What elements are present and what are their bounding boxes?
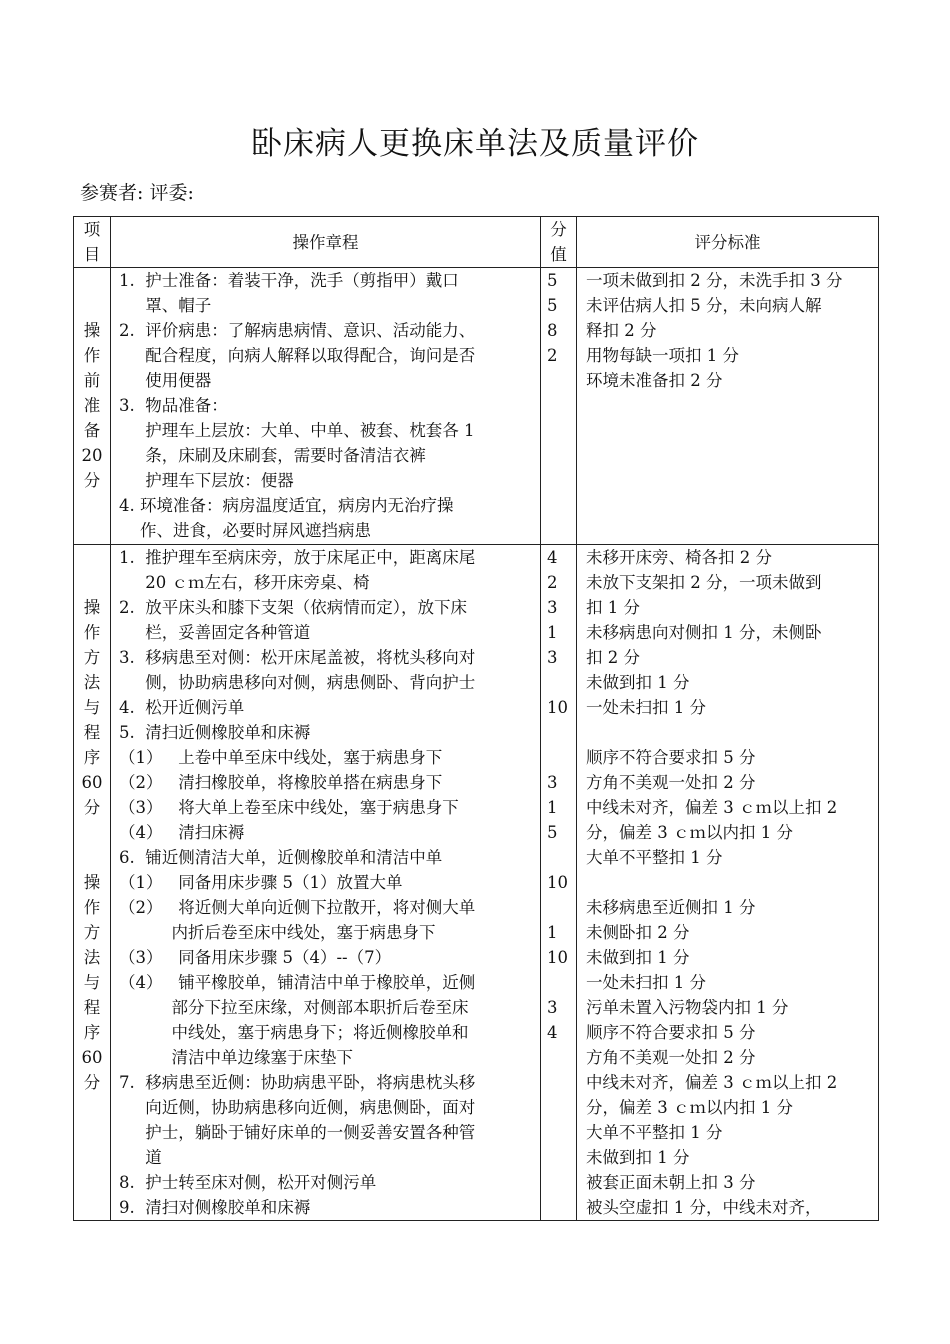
criteria-cell-line: 未做到扣 1 分 <box>586 948 690 967</box>
procedure-cell-line: （4） 铺平橡胶单，铺清洁中单于橡胶单，近侧 <box>119 973 476 992</box>
criteria-cell-line: 未移病患至近侧扣 1 分 <box>586 898 756 917</box>
procedure-cell-line: （2） 将近侧大单向近侧下拉散开，将对侧大单 <box>119 898 476 917</box>
score-cell-line: 5 <box>547 296 558 315</box>
score-cell-line: 3 <box>547 648 558 667</box>
section-label-line <box>74 268 110 293</box>
criteria-cell-line: 一处未扫扣 1 分 <box>586 973 706 992</box>
criteria-cell-line: 污单未置入污物袋内扣 1 分 <box>586 998 789 1017</box>
criteria-cell-line <box>586 870 878 895</box>
score-cell-line <box>547 845 576 870</box>
procedure-cell-line: 道 <box>119 1148 162 1167</box>
criteria-cell-line: 未做到扣 1 分 <box>586 673 690 692</box>
criteria-cell <box>577 268 879 545</box>
section-label-line: 20 <box>81 446 103 465</box>
procedure-cell-line: （2） 清扫橡胶单，将橡胶单搭在病患身下 <box>119 773 443 792</box>
criteria-cell-line: 未侧卧扣 2 分 <box>586 923 690 942</box>
procedure-cell-line: 4. 环境准备：病房温度适宜，病房内无治疗操 <box>119 496 454 515</box>
section-label-line <box>74 570 110 595</box>
procedure-cell-line: （1） 上卷中单至床中线处，塞于病患身下 <box>119 748 443 767</box>
procedure-cell-line: 7. 移病患至近侧：协助病患平卧，将病患枕头移 <box>119 1073 476 1092</box>
procedure-cell-line: 罩、帽子 <box>119 296 212 315</box>
criteria-cell-line: 方角不美观一处扣 2 分 <box>586 1048 756 1067</box>
section-label-line: 方 <box>83 923 101 942</box>
procedure-cell-line: （4） 清扫床褥 <box>119 823 245 842</box>
procedure-cell-line: 内折后卷至床中线处，塞于病患身下 <box>119 923 436 942</box>
section-label <box>74 268 111 545</box>
procedure-cell-line: 4. 松开近侧污单 <box>119 698 245 717</box>
procedure-cell-line: 中线处，塞于病患身下；将近侧橡胶单和 <box>119 1023 469 1042</box>
table-row <box>74 545 879 1221</box>
header-score: 分 值 <box>541 217 577 268</box>
criteria-cell-line: 用物每缺一项扣 1 分 <box>586 346 739 365</box>
score-cell-line: 3 <box>547 998 558 1017</box>
score-cell-line: 4 <box>547 548 558 567</box>
procedure-cell-line: 2. 评价病患：了解病患病情、意识、活动能力、 <box>119 321 476 340</box>
criteria-cell-line: 扣 1 分 <box>586 598 640 617</box>
section-label-line: 操 <box>83 321 101 340</box>
header-criteria: 评分标准 <box>577 217 879 268</box>
procedure-cell-line: 1. 推护理车至病床旁，放于床尾正中，距离床尾 <box>119 548 476 567</box>
score-cell-line: 1 <box>547 923 558 942</box>
section-label-line: 序 <box>83 748 101 767</box>
section-label-line: 序 <box>83 1023 101 1042</box>
procedure-cell-line: 护理车上层放：大单、中单、被套、枕套各 1 <box>119 421 475 440</box>
criteria-cell-line: 大单不平整扣 1 分 <box>586 848 723 867</box>
header-procedure: 操作章程 <box>111 217 541 268</box>
section-label-line: 60 <box>81 773 103 792</box>
score-cell-line: 1 <box>547 623 558 642</box>
procedure-cell-line: 部分下拉至床缘，对侧部本职折后卷至床 <box>119 998 469 1017</box>
header-item: 项 目 <box>74 217 111 268</box>
criteria-cell-line: 未做到扣 1 分 <box>586 1148 690 1167</box>
score-cell-line <box>547 970 576 995</box>
criteria-cell-line: 未移病患向对侧扣 1 分，未侧卧 <box>586 623 822 642</box>
procedure-cell-line: 6. 铺近侧清洁大单，近侧橡胶单和清洁中单 <box>119 848 443 867</box>
score-cell-line: 5 <box>547 823 558 842</box>
procedure-cell-line: 作、进食，必要时屏风遮挡病患 <box>119 521 371 540</box>
section-label-line: 作 <box>83 346 101 365</box>
section-label-line: 程 <box>83 998 101 1017</box>
criteria-cell-line: 中线未对齐，偏差 3 ｃｍ以上扣 2 <box>586 1073 838 1092</box>
procedure-cell-line: 护士，躺卧于铺好床单的一侧妥善安置各种管 <box>119 1123 476 1142</box>
criteria-cell-line: 一项未做到扣 2 分，未洗手扣 3 分 <box>586 271 843 290</box>
procedure-cell-line: 使用便器 <box>119 371 212 390</box>
score-cell-line: 1 <box>547 798 558 817</box>
procedure-cell <box>111 268 541 545</box>
section-label-line: 方 <box>83 648 101 667</box>
procedure-cell-line: 2. 放平床头和膝下支架（依病情而定），放下床 <box>119 598 467 617</box>
criteria-cell-line: 扣 2 分 <box>586 648 640 667</box>
section-label-line: 法 <box>83 673 101 692</box>
section-label-line: 程 <box>83 723 101 742</box>
criteria-cell-line: 未评估病人扣 5 分，未向病人解 <box>586 296 822 315</box>
criteria-cell-line: 未移开床旁、椅各扣 2 分 <box>586 548 772 567</box>
score-cell-line <box>547 895 576 920</box>
score-cell-line <box>547 670 576 695</box>
procedure-cell-line: 条，床刷及床刷套，需要时备清洁衣裤 <box>119 446 426 465</box>
section-label-line: 操 <box>83 598 101 617</box>
criteria-cell-line: 未放下支架扣 2 分，一项未做到 <box>586 573 822 592</box>
score-cell-line: 10 <box>547 698 568 717</box>
criteria-cell-line: 一处未扫扣 1 分 <box>586 698 706 717</box>
procedure-cell-line: 侧，协助病患移向对侧，病患侧卧、背向护士 <box>119 673 476 692</box>
procedure-cell <box>111 545 541 1221</box>
section-label-line: 准 <box>83 396 101 415</box>
procedure-cell-line: 向近侧，协助病患移向近侧，病患侧卧，面对 <box>119 1098 476 1117</box>
section-label-line: 分 <box>83 471 101 490</box>
procedure-cell-line: 1. 护士准备：着装干净，洗手（剪指甲）戴口 <box>119 271 459 290</box>
procedure-cell-line: 5. 清扫近侧橡胶单和床褥 <box>119 723 311 742</box>
criteria-cell-line <box>586 720 878 745</box>
score-cell-line: 2 <box>547 346 558 365</box>
procedure-cell-line: （3） 同备用床步骤 5（4）--（7） <box>119 948 392 967</box>
section-label-line <box>74 545 110 570</box>
procedure-cell-line: 3. 物品准备： <box>119 396 228 415</box>
section-label-line: 作 <box>83 898 101 917</box>
procedure-cell-line: 20 ｃｍ左右，移开床旁桌、椅 <box>119 573 370 592</box>
procedure-cell-line: 配合程度，向病人解释以取得配合，询问是否 <box>119 346 476 365</box>
criteria-cell-line: 顺序不符合要求扣 5 分 <box>586 748 756 767</box>
section-label-line <box>74 293 110 318</box>
score-cell-line: 4 <box>547 1023 558 1042</box>
criteria-cell-line: 分，偏差 3 ｃｍ以内扣 1 分 <box>586 1098 793 1117</box>
section-label-line: 前 <box>83 371 101 390</box>
section-label-line: 与 <box>83 698 101 717</box>
procedure-cell-line: 清洁中单边缘塞于床垫下 <box>119 1048 353 1067</box>
section-label-line: 备 <box>83 421 101 440</box>
procedure-cell-line: 3. 移病患至对侧：松开床尾盖被，将枕头移向对 <box>119 648 476 667</box>
procedure-cell-line: 护理车下层放：便器 <box>119 471 294 490</box>
procedure-cell-line: 9. 清扫对侧橡胶单和床褥 <box>119 1198 311 1217</box>
criteria-cell-line: 被套正面未朝上扣 3 分 <box>586 1173 756 1192</box>
section-label-line <box>74 845 110 870</box>
score-cell <box>541 268 577 545</box>
score-cell-line: 3 <box>547 773 558 792</box>
section-label-line: 分 <box>83 1073 101 1092</box>
criteria-cell-line: 分，偏差 3 ｃｍ以内扣 1 分 <box>586 823 793 842</box>
section-label-line <box>74 820 110 845</box>
score-cell-line: 5 <box>547 271 558 290</box>
section-label-line: 与 <box>83 973 101 992</box>
score-cell-line <box>547 720 576 745</box>
table-row <box>74 268 879 545</box>
criteria-cell-line: 中线未对齐，偏差 3 ｃｍ以上扣 2 <box>586 798 838 817</box>
procedure-cell-line: 栏，妥善固定各种管道 <box>119 623 311 642</box>
section-label-line: 60 <box>81 1048 103 1067</box>
score-cell-line: 2 <box>547 573 558 592</box>
score-cell-line <box>547 745 576 770</box>
section-label-line: 分 <box>83 798 101 817</box>
criteria-cell-line: 被头空虚扣 1 分，中线未对齐， <box>586 1198 822 1217</box>
procedure-cell-line: （1） 同备用床步骤 5（1）放置大单 <box>119 873 403 892</box>
evaluation-table <box>73 216 879 1221</box>
criteria-cell-line: 释扣 2 分 <box>586 321 657 340</box>
section-label-line: 作 <box>83 623 101 642</box>
section-label-line: 操 <box>83 873 101 892</box>
procedure-cell-line: 8. 护士转至床对侧，松开对侧污单 <box>119 1173 377 1192</box>
criteria-cell <box>577 545 879 1221</box>
criteria-cell-line: 大单不平整扣 1 分 <box>586 1123 723 1142</box>
score-cell-line: 10 <box>547 948 568 967</box>
score-cell-line: 8 <box>547 321 558 340</box>
criteria-cell-line: 环境未准备扣 2 分 <box>586 371 723 390</box>
criteria-cell-line: 方角不美观一处扣 2 分 <box>586 773 756 792</box>
score-cell-line: 3 <box>547 598 558 617</box>
table-header-row <box>74 217 879 268</box>
score-cell-line: 10 <box>547 873 568 892</box>
document-title: 卧床病人更换床单法及质量评价 <box>251 126 699 162</box>
section-label <box>74 545 111 1221</box>
section-label-line: 法 <box>83 948 101 967</box>
score-cell <box>541 545 577 1221</box>
participant-judge-line: 参赛者: 评委: <box>80 182 194 204</box>
criteria-cell-line: 顺序不符合要求扣 5 分 <box>586 1023 756 1042</box>
procedure-cell-line: （3） 将大单上卷至床中线处，塞于病患身下 <box>119 798 459 817</box>
